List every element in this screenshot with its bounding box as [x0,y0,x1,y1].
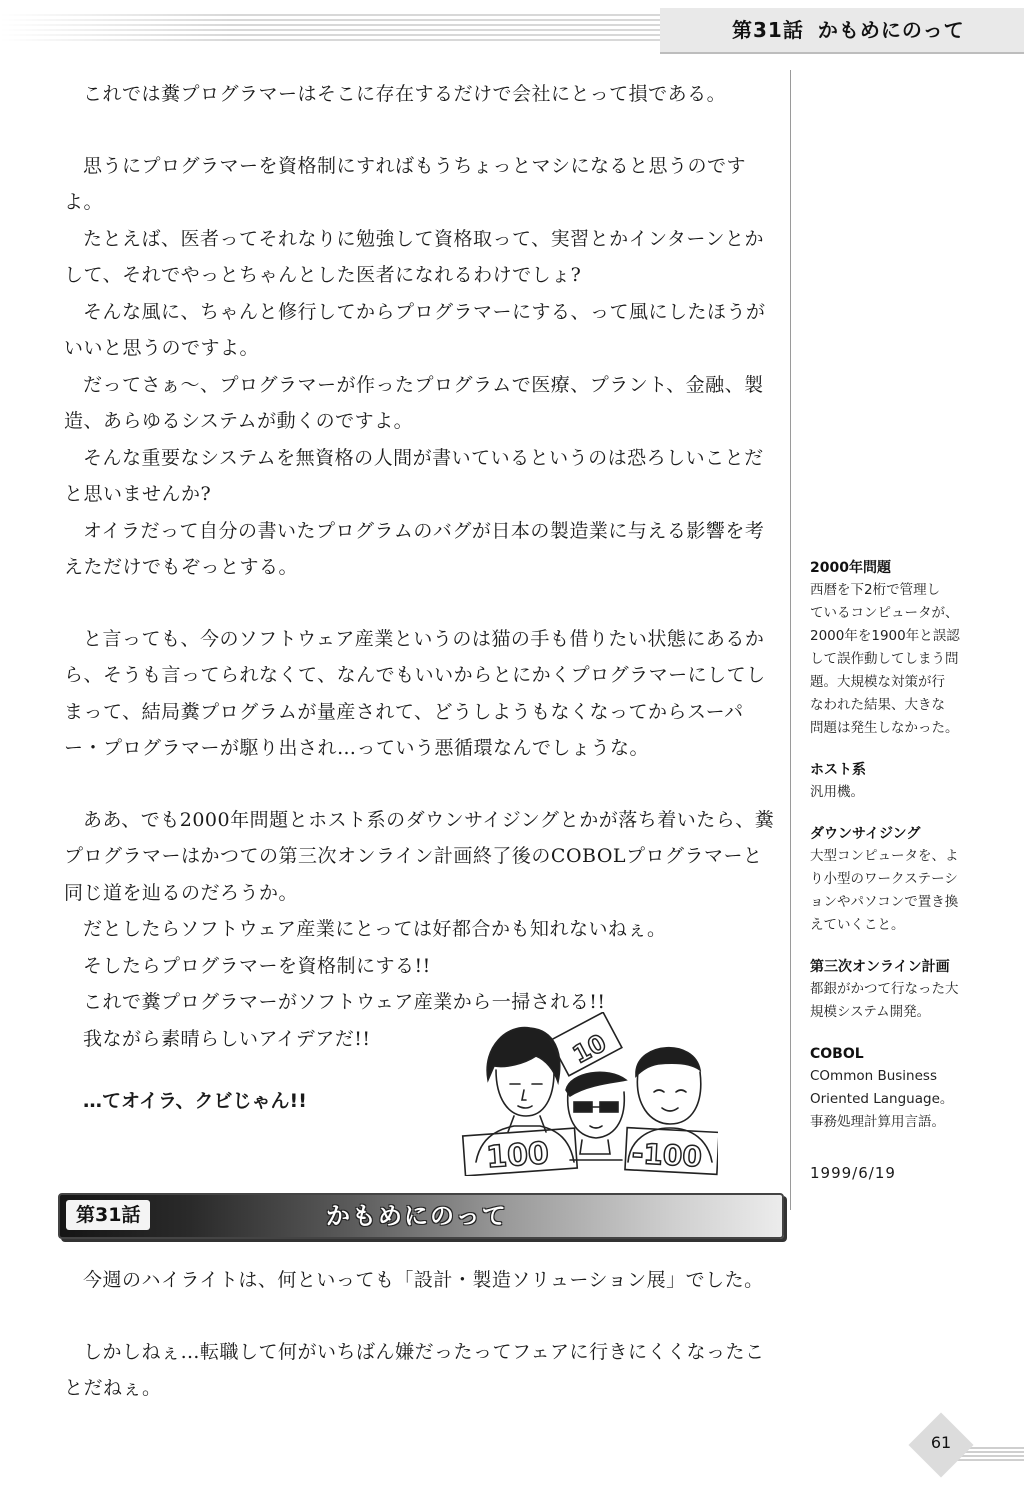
note-definition: 汎用機。 [810,784,864,800]
column-divider [790,70,791,1210]
note-term: ホスト系 [810,762,866,778]
note-term: 2000年問題 [810,560,891,576]
paragraph: しかしねぇ…転職して何がいちばん嫌だったってフェアに行きにくくなったことだねぇ。 [64,1340,765,1399]
note-term: 第三次オンライン計画 [810,959,950,975]
glossary-note [810,956,1010,1024]
paragraph: だってさぁ〜、プログラマーが作ったプログラムで医療、プラント、金融、製造、あらゆるシステムが動くのですよ。 [64,373,764,432]
paragraph: これで糞プログラマーがソフトウェア産業から一掃される!! [83,991,606,1013]
paragraph: そしたらプログラマーを資格制にする!! [83,954,431,977]
paragraph-gap [64,113,780,148]
sign-top-text: 10 [568,1028,611,1070]
main-text [64,76,780,1138]
note-definition: COmmon Business Oriented Language。 事務処理計算用言語。 [810,1068,954,1130]
glossary-note [810,823,1010,937]
chapter-banner [58,1193,784,1239]
paragraph-gap [64,586,780,621]
chapter-title: かもめにのって [326,1202,508,1230]
paragraph: これでは糞プログラマーはそこに存在するだけで会社にとって損である。 [83,83,727,105]
entry-date: 1999/6/19 [810,1164,896,1182]
paragraph: 思うにプログラマーを資格制にすればもうちょっとマシになると思うのですよ。 [64,154,747,213]
paragraph: 我ながら素晴らしいアイデアだ!! [83,1027,371,1050]
paragraph: そんな風に、ちゃんと修行してからプログラマーにする、って風にしたほうがいいと思うのですよ。 [64,300,766,359]
paragraph: 今週のハイライトは、何といっても「設計・製造ソリューション展」でした。 [83,1269,764,1291]
cartoon-illustration [458,1012,718,1176]
paragraph-gap [64,1299,780,1334]
paragraph: たとえば、医者ってそれなりに勉強して資格取って、実習とかインターンとかして、それでやっとちゃんとした医者になれるわけでしょ? [64,227,764,286]
page-number: 61 [930,1433,952,1452]
paragraph: オイラだって自分の書いたプログラムのバグが日本の製造業に与える影響を考えただけでもぞっとする。 [64,519,765,578]
header-fade [0,14,660,44]
glossary-note [810,1043,1010,1134]
running-header-title [732,14,965,43]
paragraph: ああ、でも2000年問題とホスト系のダウンサイジングとかが落ち着いたら、糞プログラマーはかつての第三次オンライン計画終了後のCOBOLプログラマーと同じ道を辿るのだろうか。 [64,808,775,904]
paragraph: そんな重要なシステムを無資格の人間が書いているというのは恐ろしいことだと思いませんか? [64,446,764,505]
paragraph: と言っても、今のソフトウェア産業というのは猫の手も借りたい状態にあるから、そうも言ってられなくて、なんでもいいからとにかくプログラマーにしてしまって、結局糞プログラムが量産されて、どうしようもなくなってからスーパー・プログラマーが駆り出され…っていう悪循環なんでしょうな。 [64,627,766,759]
note-term: COBOL [810,1046,864,1062]
header-chapter-title: かもめにのって [817,18,965,42]
note-definition: 都銀がかつて行なった大 規模システム開発。 [810,981,959,1020]
paragraph-gap [64,767,780,802]
glossary-notes [810,557,1010,1182]
punchline: …てオイラ、クビじゃん!! [83,1090,307,1112]
glossary-note [810,557,1010,740]
paragraph: だとしたらソフトウェア産業にとっては好都合かも知れないねぇ。 [83,918,667,940]
note-definition: 大型コンピュータを、よ り小型のワークステーシ ョンやパソコンで置き換 えていくこと。 [810,848,959,933]
sign-right-text: -100 [630,1136,703,1174]
note-definition: 西暦を下2桁で管理し ているコンピュータが、 2000年を1900年と誤認 して誤作動してしまう問 題。大規模な対策が行 なわれた結果、大きな 問題は発生しなかった。 [810,582,960,736]
chapter-text [64,1262,780,1407]
sign-left-text: 100 [485,1136,551,1176]
glossary-note [810,759,1010,804]
chapter-number: 第31話 [66,1200,150,1230]
note-term: ダウンサイジング [810,826,921,842]
header-chapter-label: 第31話 [732,18,804,42]
